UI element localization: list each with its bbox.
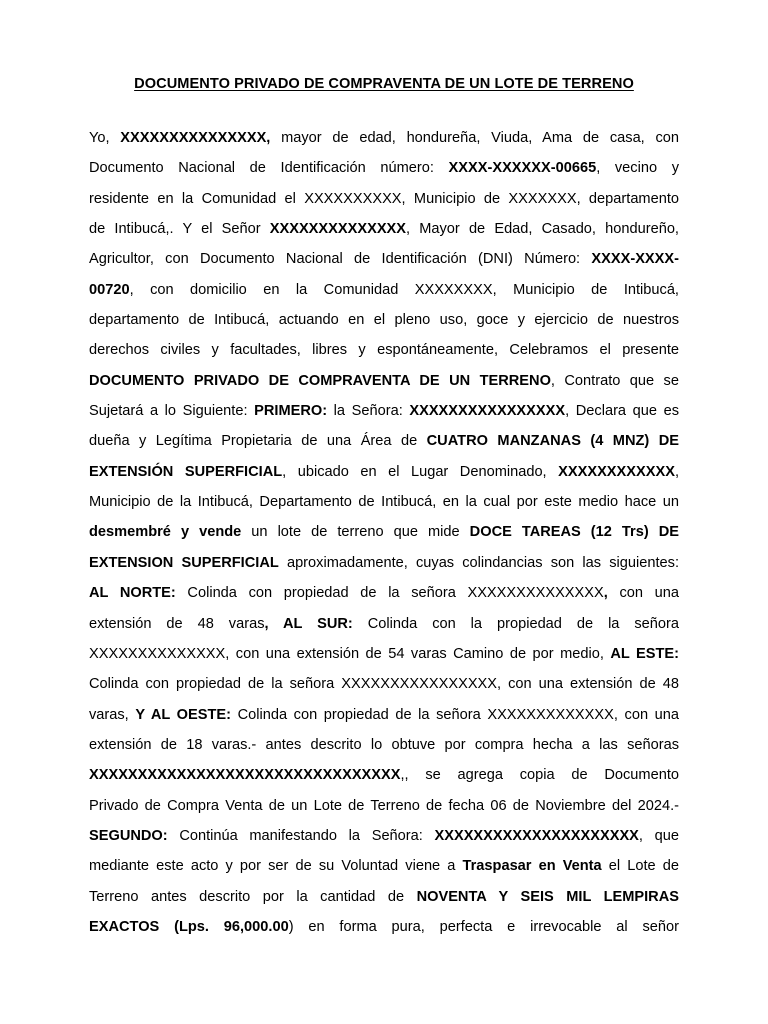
body-text-run: de Intibucá,. Y el Señor [89, 221, 270, 238]
body-text-run: extensión de 18 varas.- antes descrito lo obtuve por compra hecha a las señoras [89, 736, 679, 753]
body-line [89, 153, 679, 183]
body-text-run: dueña y Legítima Propietaria de una Área de [89, 433, 427, 450]
body-text-run: Colinda con la propiedad de la señora [352, 615, 680, 632]
bold-text: EXACTOS (Lps. 96,000.00 [89, 918, 289, 935]
body-text-run: departamento de Intibucá, actuando en el pleno uso, goce y ejercicio de nuestros [89, 312, 679, 329]
body-line [89, 275, 679, 305]
bold-text: XXXXXXXXXXXXXXXXXXXXX [434, 827, 639, 844]
body-text-run: , Declara que es [565, 403, 679, 420]
body-text-run: con una [607, 585, 679, 602]
body-text-run: , [674, 463, 680, 480]
body-text-run: Documento Nacional de Identificación número: [89, 160, 449, 177]
body-text-run: Sujetará a lo Siguiente: [89, 403, 255, 420]
body-text-run: la Señora: [327, 403, 410, 420]
body-text-run: Yo, [89, 130, 121, 146]
bold-text: AL NORTE: [89, 585, 176, 602]
body-text-run: , ubicado en el Lugar Denominado, [282, 463, 559, 480]
body-line [89, 487, 679, 517]
bold-text: XXXXXXXXXXXXXXX, [120, 130, 271, 146]
body-text-run: Agricultor, con Documento Nacional de Identificación (DNI) Número: [89, 251, 592, 268]
bold-text: DOCUMENTO PRIVADO DE COMPRAVENTA DE UN TERRENO [89, 372, 551, 389]
body-line [89, 396, 679, 426]
bold-text: NOVENTA Y SEIS MIL LEMPIRAS [416, 888, 679, 905]
bold-text: XXXX-XXXX- [591, 251, 679, 268]
body-line [89, 609, 679, 639]
body-text-run: Continúa manifestando la Señora: [167, 827, 435, 844]
body-line [89, 882, 679, 912]
body-text-run: derechos civiles y facultades, libres y espontáneamente, Celebramos el presente [89, 342, 679, 359]
bold-text: Traspasar en Venta [462, 858, 602, 875]
body-line [89, 700, 679, 730]
body-text-run: , Mayor de Edad, Casado, hondureño, [406, 221, 679, 238]
body-text-run: , con domicilio en la Comunidad XXXXXXXX, Municipio de Intibucá, [129, 281, 679, 298]
body-line [89, 366, 679, 396]
body-text-run: un lote de terreno que mide [241, 524, 470, 541]
body-text-run: varas, [89, 706, 136, 723]
body-line [89, 457, 679, 487]
bold-text: XXXXXXXXXXXXXXXX [409, 403, 566, 420]
body-text-run: ,, se agrega copia de Documento [400, 767, 679, 784]
body-text-run: mayor de edad, hondureña, Viuda, Ama de casa, con [270, 130, 679, 146]
body-text-run: el Lote de [601, 858, 679, 875]
body-line [89, 244, 679, 274]
bold-text: Y AL OESTE: [135, 706, 231, 723]
body-text-run: , que [638, 827, 679, 844]
body-text-run: , vecino y [596, 160, 679, 177]
body-text-run: Privado de Compra Venta de un Lote de Terreno de fecha 06 de Noviembre del 2024.- [89, 797, 679, 814]
body-text-run: XXXXXXXXXXXXXX, con una extensión de 54 varas Camino de por medio, [89, 645, 611, 662]
body-text-run: Colinda con propiedad de la señora XXXXXXXXXXXXXXXX, con una extensión de 48 [89, 676, 679, 693]
body-text-run: Terreno antes descrito por la cantidad de [89, 888, 417, 905]
body-line [89, 123, 679, 153]
body-line [89, 578, 679, 608]
bold-text: EXTENSIÓN SUPERFICIAL [89, 463, 283, 480]
body-line [89, 214, 679, 244]
body-line [89, 821, 679, 851]
body-line [89, 184, 679, 214]
body-text-run: Colinda con propiedad de la señora XXXXXXXXXXXXX, con una [231, 706, 680, 723]
body-line [89, 548, 679, 578]
body-line [89, 305, 679, 335]
body-line [89, 851, 679, 881]
bold-text: EXTENSION SUPERFICIAL [89, 554, 279, 571]
bold-text: CUATRO MANZANAS (4 MNZ) DE [426, 433, 679, 450]
body-line [89, 517, 679, 547]
bold-text: , AL SUR: [264, 615, 353, 632]
body-line [89, 730, 679, 760]
body-line [89, 791, 679, 821]
bold-text: desmembré y vende [89, 524, 242, 541]
bold-text: DOCE TAREAS (12 Trs) DE [469, 524, 679, 541]
body-line [89, 912, 679, 942]
document-title: DOCUMENTO PRIVADO DE COMPRAVENTA DE UN LOTE DE TERRENO [134, 76, 634, 92]
bold-text: , [603, 585, 608, 602]
body-line [89, 669, 679, 699]
body-line [89, 335, 679, 365]
body-text-run: ) en forma pura, perfecta e irrevocable al señor [288, 918, 679, 935]
bold-text: SEGUNDO: [89, 827, 168, 844]
bold-text: AL ESTE: [610, 645, 679, 662]
body-text-run: residente en la Comunidad el XXXXXXXXXX, Municipio de XXXXXXX, departamento [89, 190, 679, 207]
body-text-run: Colinda con propiedad de la señora XXXXXXXXXXXXXX [175, 585, 604, 602]
body-text-run: aproximadamente, cuyas colindancias son las siguientes: [278, 554, 680, 571]
document-body [89, 123, 679, 942]
bold-text: PRIMERO: [254, 403, 328, 420]
bold-text: XXXXXXXXXXXXXX [269, 221, 407, 238]
body-text-run: Municipio de la Intibucá, Departamento de Intibucá, en la cual por este medio hace un [89, 494, 679, 511]
body-line [89, 426, 679, 456]
bold-text: 00720 [89, 281, 130, 298]
body-text-run: , Contrato que se [550, 372, 679, 389]
bold-text: XXXX-XXXXXX-00665 [448, 160, 597, 177]
bold-text: XXXXXXXXXXXX [558, 463, 675, 480]
body-text-run: extensión de 48 varas [89, 615, 265, 632]
body-line [89, 760, 679, 790]
body-text-run: mediante este acto y por ser de su Voluntad viene a [89, 858, 463, 875]
body-line [89, 639, 679, 669]
bold-text: XXXXXXXXXXXXXXXXXXXXXXXXXXXXXXXX [89, 767, 401, 784]
